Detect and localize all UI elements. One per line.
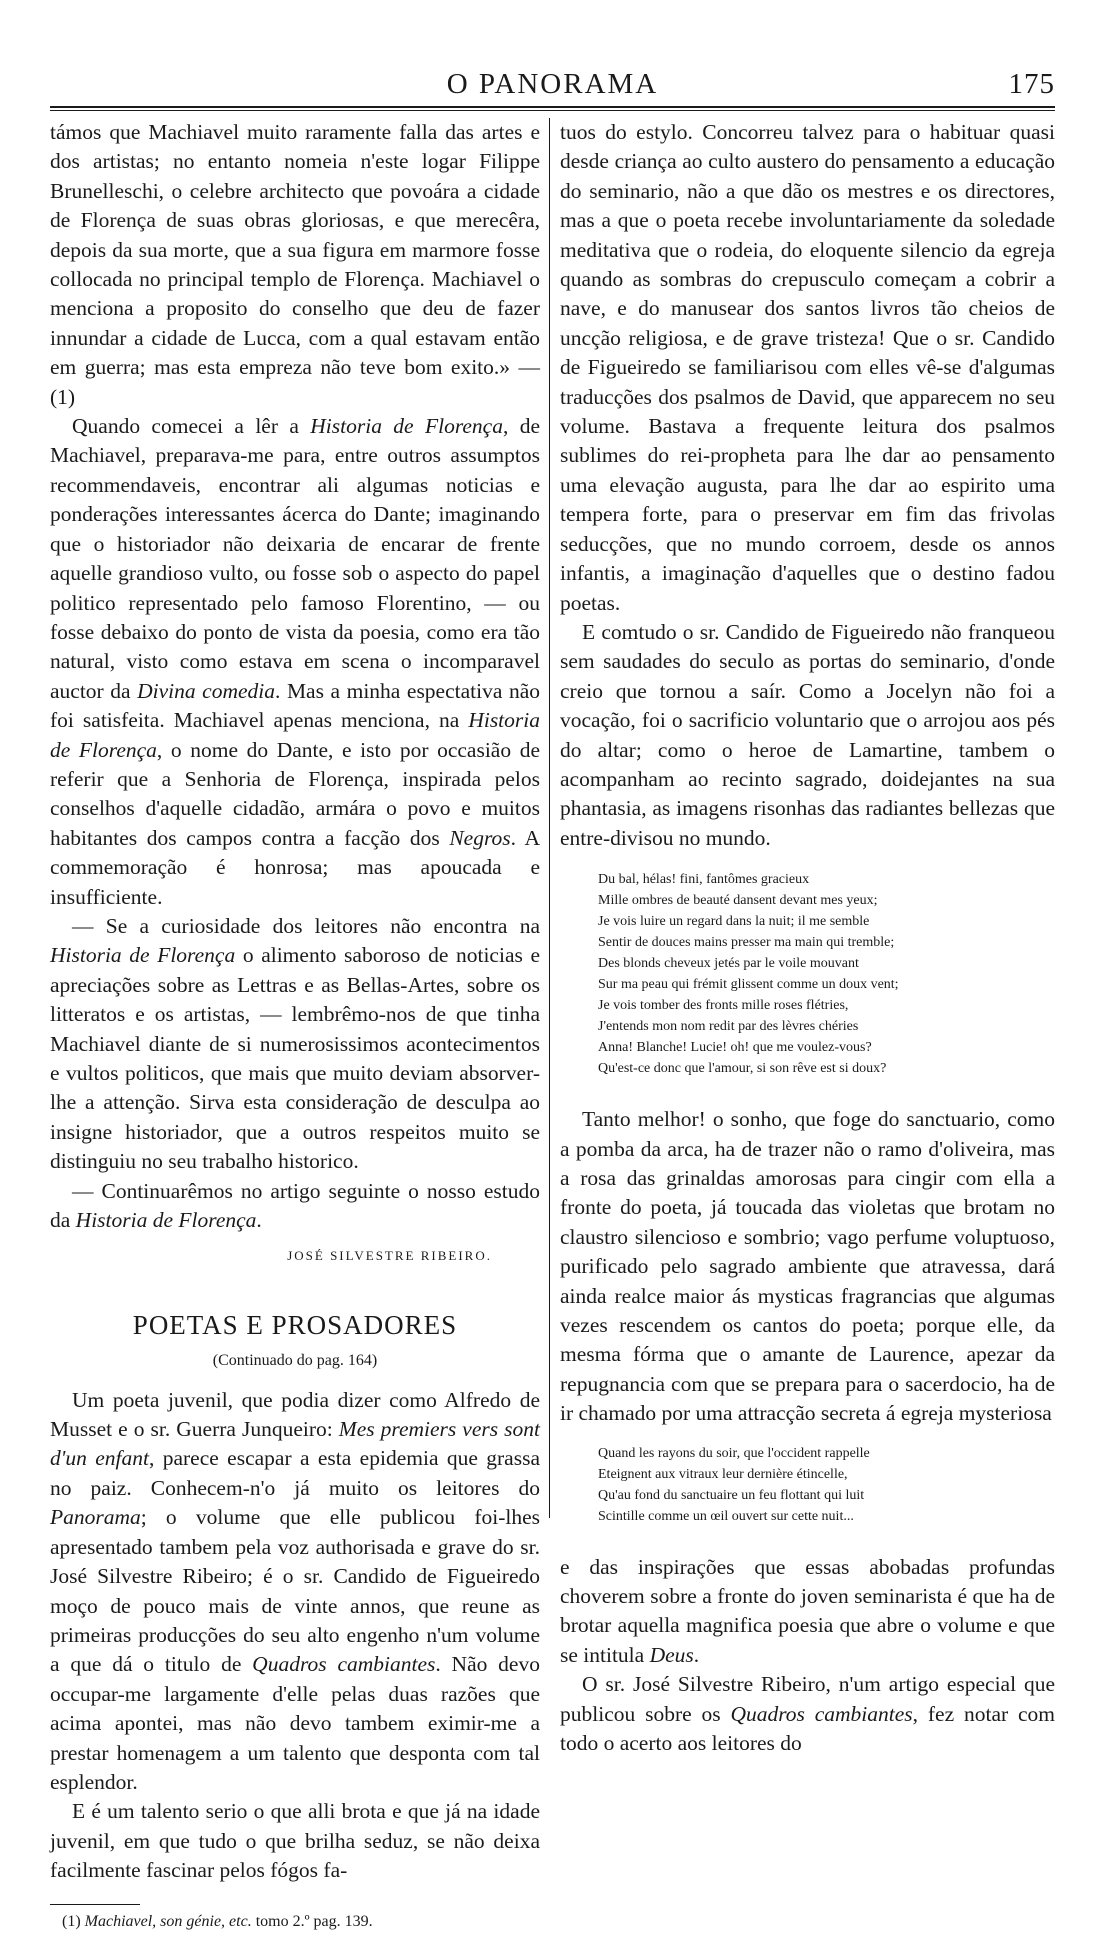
poem-quote bbox=[598, 869, 1055, 1079]
paragraph: támos que Machiavel muito raramente falla das artes e dos artistas; no entanto nomeia n'este logar Filippe Brunelleschi, o celebre architecto que povoára a cidade de Florença de suas obras gloriosas, e que merecêra, depois da sua morte, que a sua figura em marmore fosse collocada no principal templo de Florença. Machiavel o menciona a proposito do conselho que deu de fazer innundar a cidade de Lucca, com a qual estavam então em guerra; mas esta empreza não teve bom exito.» — (1) bbox=[50, 120, 540, 409]
right-column bbox=[560, 118, 1055, 1758]
poem-line: Sentir de douces mains presser ma main qui tremble; bbox=[598, 935, 895, 951]
paragraph: tuos do estylo. Concorreu talvez para o habituar quasi desde criança ao culto austero do pensamento a educação do seminario, não a que dão os mestres e os directores, mas a que o poeta recebe involuntariamente da soledade meditativa que o rodeia, do eloquente silencio da egreja quando as sombras do crepusculo começam a cobrir a nave, e do manusear dos santos livros tão cheios de uncção religiosa, e de grave tristeza! Que o sr. Candido de Figueiredo se familiarisou com elles vê-se d'algumas traducções dos psalmos de David, que apparecem no seu volume. Bastava a frequente leitura dos psalmos sublimes do rei-propheta para lhe dar ao pensamento uma elevação augusta, para lhe dar ao espirito uma tempera forte, para o preservar em fim das frivolas seducções, que no mundo corroem, desde os annos infantis, a imaginação d'aquelles que o destino fadou poetas. bbox=[560, 120, 1055, 615]
text-run: , parece escapar a esta epidemia que grassa no paiz. Conhecem-n'o já muito os leitores do bbox=[50, 1446, 540, 1500]
column-divider bbox=[549, 118, 550, 1518]
quote: Mes premiers vers sont d'un enfant bbox=[50, 1417, 540, 1471]
text-run: ; o volume que elle publicou foi-lhes apresentado tambem pela voz authorisada e grave do sr. José Silvestre Ribeiro; é o sr. Candido de Figueiredo moço de pouco mais de vinte annos, que reune as primeiras producções do seu alto engenho n'um volume a que dá o titulo de bbox=[50, 1505, 540, 1677]
paragraph: E comtudo o sr. Candido de Figueiredo não franqueou sem saudades do seculo as portas do seminario, d'onde creio que tornou a saír. Como a Jocelyn não foi a vocação, foi o sacrificio voluntario que o arrojou aos pés do altar; como o heroe de Lamartine, tambem o acompanham ao recinto sagrado, doidejantes na sua phantasia, as imagens risonhas das radiantes bellezas que entre-divisou no mundo. bbox=[560, 619, 1055, 850]
text-run: . bbox=[693, 1642, 700, 1667]
section-title: POETAS E PROSADORES bbox=[132, 1309, 458, 1340]
journal-title: O PANORAMA bbox=[446, 68, 659, 100]
text-run: e das inspirações que essas abobadas profundas choverem sobre a fronte do joven seminarista é que ha de brotar aquella magnifica poesia que abre o volume e que se intitula bbox=[560, 1554, 1055, 1667]
author-signature: JOSÉ SILVESTRE RIBEIRO. bbox=[287, 1248, 492, 1264]
poem-line: Mille ombres de beauté dansent devant mes yeux; bbox=[598, 893, 878, 909]
emphasis: Negros bbox=[449, 825, 511, 850]
book-title: Quadros cambiantes bbox=[730, 1701, 913, 1726]
footnote-rule bbox=[50, 1904, 140, 1905]
footnote-reference: Machiavel, son génie, etc. bbox=[84, 1912, 252, 1930]
footnote bbox=[50, 1911, 540, 1933]
journal-name: Panorama bbox=[50, 1505, 141, 1530]
poem-title: Deus bbox=[649, 1642, 694, 1667]
poem-line: Sur ma peau qui frémit glissent comme un doux vent; bbox=[598, 977, 899, 993]
footnote-marker: (1) bbox=[62, 1912, 85, 1930]
poem-line: Qu'au fond du sanctuaire un feu flottant qui luit bbox=[598, 1487, 865, 1503]
text-run: . Mas a minha espectativa não foi satisfeita. Machiavel apenas menciona, na bbox=[50, 678, 540, 733]
poem-line: Anna! Blanche! Lucie! oh! que me voulez-vous? bbox=[598, 1040, 872, 1056]
text-run: , fez notar com todo o acerto aos leitores do bbox=[560, 1701, 1055, 1756]
text-run: o alimento saboroso de noticias e apreciações sobre as Lettras e as Bellas-Artes, sobre os litteratos e os artistas, — lembrêmo-nos de que tinha Machiavel diante de si numerosissimos acontecimentos e vultos politicos, que mais que muito deviam absorver-lhe a attenção. Sirva esta consideração de desculpa ao insigne historiador, que a outros respeitos muito se distinguiu no seu trabalho historico. bbox=[50, 943, 541, 1174]
paragraph bbox=[50, 912, 540, 1177]
book-title: Historia de Florença bbox=[310, 414, 503, 439]
text-run: Um poeta juvenil, que podia dizer como Alfredo de Musset e o sr. Guerra Junqueiro: bbox=[50, 1387, 540, 1442]
poem-line: Scintille comme un œil ouvert sur cette nuit... bbox=[598, 1508, 854, 1524]
poem-line: Quand les rayons du soir, que l'occident rappelle bbox=[598, 1445, 870, 1461]
text-run: Quando comecei a lêr a bbox=[72, 414, 311, 439]
text-run: — Continuarêmos no artigo seguinte o nosso estudo da bbox=[50, 1178, 540, 1233]
poem-line: Du bal, hélas! fini, fantômes gracieux bbox=[598, 872, 810, 888]
text-run: O sr. José Silvestre Ribeiro, n'um artigo especial que publicou sobre os bbox=[560, 1672, 1055, 1726]
book-title: Divina comedia bbox=[137, 678, 276, 703]
book-title: Historia de Florença bbox=[50, 943, 236, 968]
book-title: Quadros cambiantes bbox=[252, 1652, 436, 1677]
paragraph bbox=[50, 1386, 540, 1798]
paragraph: Tanto melhor! o sonho, que foge do sanctuario, como a pomba da arca, ha de trazer não o ramo d'oliveira, mas a rosa das grinaldas amorosas para cingir com ella a fronte do poeta, já toucada das violetas que brotam no claustro silencioso e sombrio; vago perfume voluptuoso, purificado pelo sagrado ambiente que atravessa, dará ainda realce maior ás mysticas fragrancias que algumas vezes rescendem os cantos do poeta; porque elle, da mesma fórma que o amante de Laurence, apezar da repugnancia com que se prepara para o sacerdocio, ha de ir chamado por uma attracção secreta á egreja mysteriosa bbox=[560, 1107, 1055, 1426]
text-run: — Se a curiosidade dos leitores não encontra na bbox=[72, 913, 540, 938]
page-number: 175 bbox=[1008, 68, 1055, 100]
poem-line: Je vois tomber des fronts mille roses flétries, bbox=[598, 998, 849, 1014]
text-run: . bbox=[256, 1208, 262, 1233]
book-title: Historia de Florença bbox=[75, 1208, 257, 1233]
paragraph bbox=[560, 1553, 1055, 1671]
paragraph: E é um talento serio o que alli brota e que já na idade juvenil, em que tudo o que brilha seduz, se não deixa facilmente fascinar pelos fógos fa- bbox=[50, 1799, 540, 1883]
page-header bbox=[50, 62, 1055, 106]
continued-note: (Continuado do pag. 164) bbox=[212, 1352, 378, 1370]
paragraph bbox=[560, 1670, 1055, 1758]
paragraph bbox=[50, 1177, 540, 1236]
left-column bbox=[50, 118, 540, 1933]
header-rule bbox=[50, 106, 1055, 108]
poem-line: Qu'est-ce donc que l'amour, si son rêve est si doux? bbox=[598, 1061, 887, 1077]
poem-line: Des blonds cheveux jetés par le voile mouvant bbox=[598, 956, 859, 972]
text-run: . A commemoração é honrosa; mas apoucada e insufficiente. bbox=[50, 825, 541, 909]
poem-line: Eteignent aux vitraux leur dernière étincelle, bbox=[598, 1466, 848, 1482]
text-run: . Não devo occupar-me largamente d'elle pelas duas razões que acima apontei, mas não devo tambem eximir-me a prestar homenagem a um talento que desponta com tal esplendor. bbox=[50, 1652, 540, 1794]
text-run: , o nome do Dante, e isto por occasião de referir que a Senhoria de Florença, inspirada pelos conselhos d'aquelle cidadão, armára o povo e muitos habitantes dos campos contra a facção dos bbox=[50, 737, 540, 850]
paragraph bbox=[50, 412, 540, 912]
header-rule-thin bbox=[50, 110, 1055, 111]
text-run: , de Machiavel, preparava-me para, entre outros assumptos recommendaveis, encontrar ali algumas noticias e ponderações interessantes ácerca do Dante; imaginando que o historiador não deixaria de encarar de frente aquelle grandioso vulto, ou fosse sob o aspecto do papel politico representado pelo famoso Florentino, — ou fosse debaixo do ponto de vista da poesia, como era tão natural, visto como estava em scena o incomparavel auctor da bbox=[50, 414, 541, 703]
poem-line: Je vois luire un regard dans la nuit; il me semble bbox=[598, 914, 870, 930]
book-title: Historia de Florença bbox=[50, 708, 540, 762]
text-run: tomo 2.º pag. 139. bbox=[251, 1912, 373, 1930]
poem-quote bbox=[598, 1443, 1055, 1527]
poem-line: J'entends mon nom redit par des lèvres chéries bbox=[598, 1019, 859, 1035]
